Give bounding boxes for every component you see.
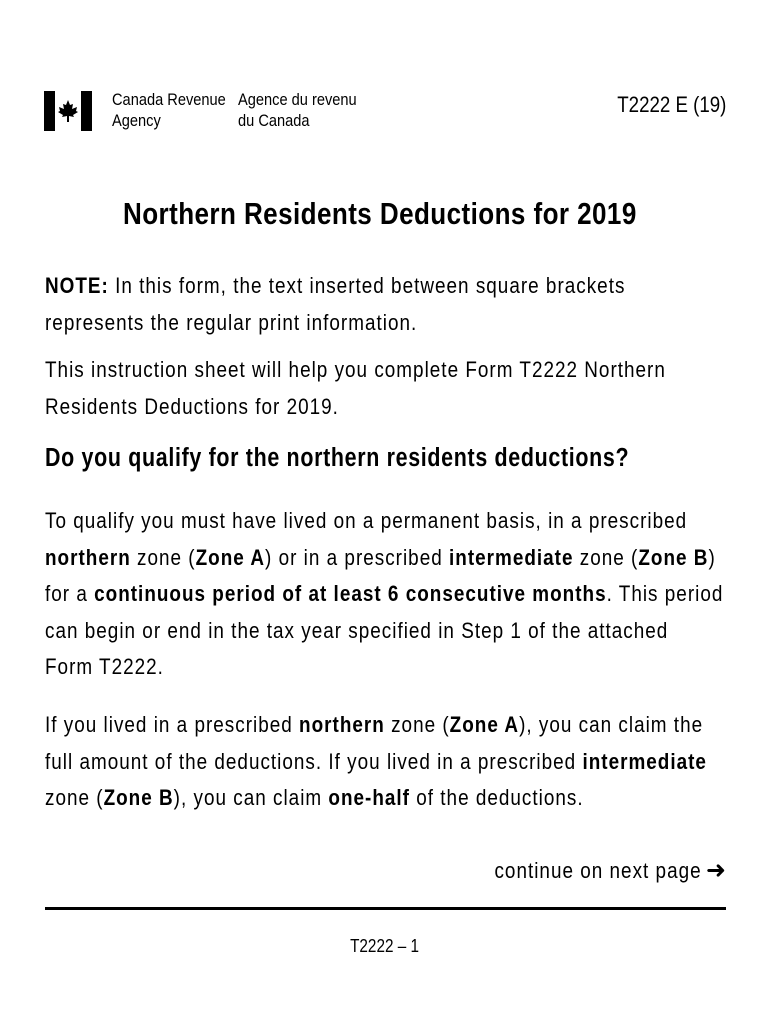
note-label: NOTE: (45, 273, 109, 298)
continue-text: continue on next page (494, 857, 702, 883)
canada-flag-icon (44, 91, 92, 131)
intro-paragraph: This instruction sheet will help you complete Form T2222 Northern Residents Deductions for 2019. (45, 357, 666, 419)
page-number: T2222 – 1 (350, 936, 420, 956)
note-paragraph: NOTE: In this form, the text inserted between square brackets represents the regular print information. (45, 273, 626, 335)
page-title: Northern Residents Deductions for 2019 (123, 196, 637, 231)
form-number: T2222 E (19) (616, 92, 726, 117)
agency-name-french: Agence du revenu du Canada (238, 90, 357, 130)
deduction-amount-paragraph: If you lived in a prescribed northern zone (Zone A), you can claim the full amount of the deductions. If you lived in a prescribed intermediate zone (Zone B), you can claim one-half of the deductions. (45, 712, 707, 810)
agency-name-english: Canada Revenue Agency (112, 90, 226, 130)
arrow-right-icon: ➜ (705, 857, 726, 884)
footer-divider (45, 907, 726, 910)
page-header (44, 88, 726, 138)
continue-next-page-link[interactable] (455, 856, 726, 885)
section-heading: Do you qualify for the northern residents deductions? (45, 444, 630, 472)
qualification-paragraph: To qualify you must have lived on a permanent basis, in a prescribed northern zone (Zone A) or in a prescribed intermediate zone (Zone B) for a continuous period of at least 6 consecutive months. This period can begin or end in the tax year specified in Step 1 of the attached Form T2222. (45, 508, 724, 679)
